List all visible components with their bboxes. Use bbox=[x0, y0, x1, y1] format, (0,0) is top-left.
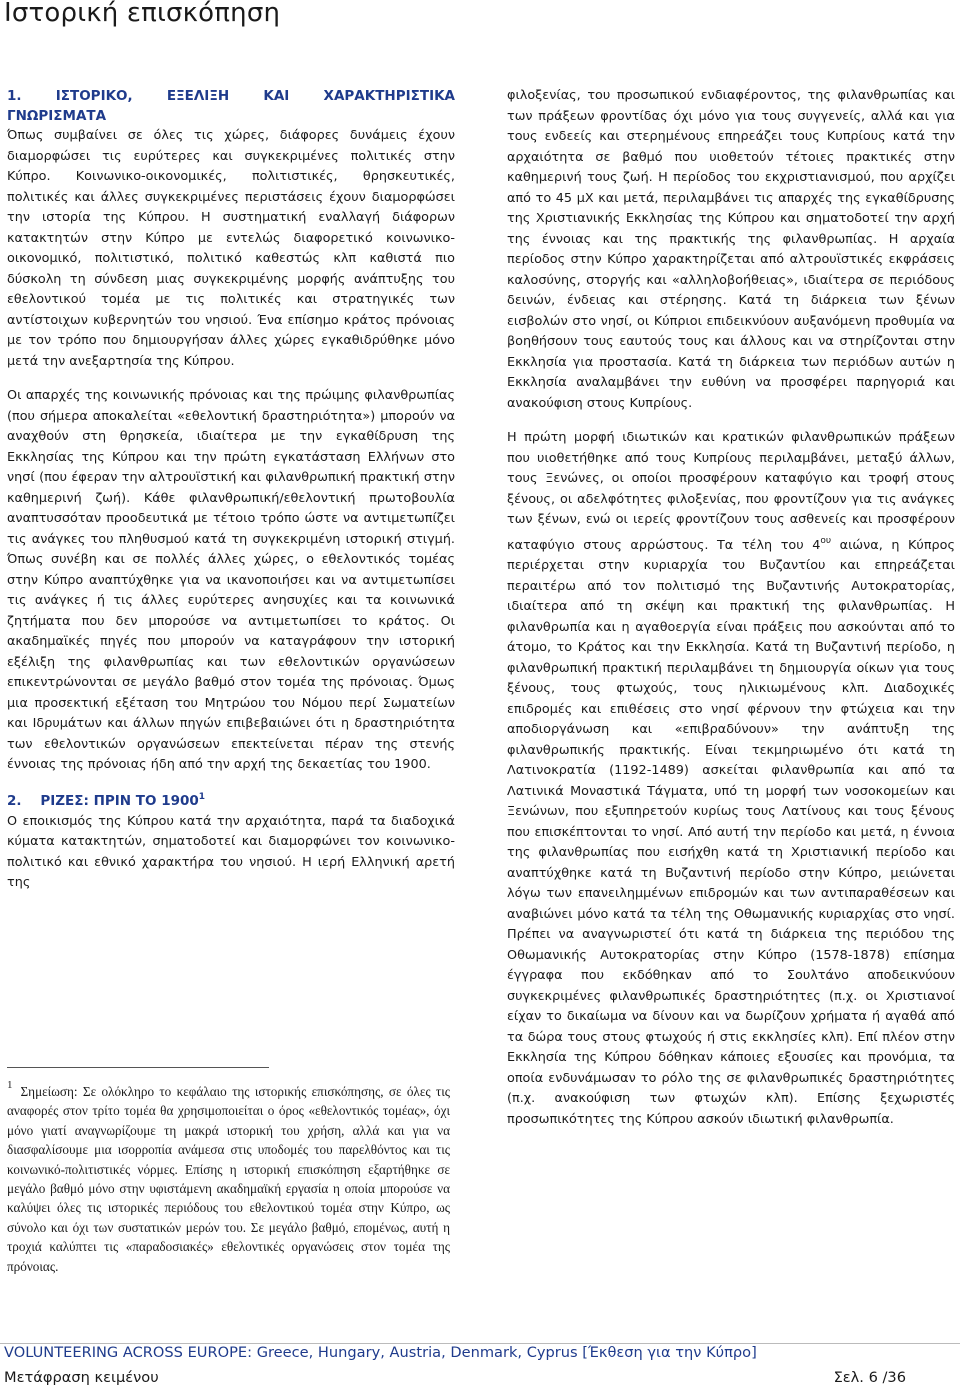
footnote-separator bbox=[7, 1067, 269, 1068]
section1-heading: 1. ΙΣΤΟΡΙΚΟ, ΕΞΕΛΙΞΗ ΚΑΙ ΧΑΡΑΚΤΗΡΙΣΤΙΚΑ bbox=[7, 88, 455, 104]
page-number: Σελ. 6 /36 bbox=[833, 1369, 906, 1386]
left-column bbox=[7, 86, 455, 894]
page-title: Ιστορική επισκόπηση bbox=[4, 0, 281, 28]
right-paragraph-2b: αιώνα, η Κύπρος περιέρχεται στην κυριαρχία του Βυζαντίου και επηρεάζεται περαιτέρω από τον πολιτισμό της Βυζαντινής Αυτοκρατορίας, ιδιαίτερα από τη σκέψη και πρακτική της φιλανθρωπίας. Η φιλανθρωπία και η αγαθοεργία είναι πράξεις που ασκούνται από το άτομο, το Κράτος και την Εκκλησία. Κατά τη Βυζαντινή περίοδο, η φιλανθρωπική πρακτική περιλαμβάνει τη δημιουργία οίκων για τους ξένους, τους φτωχούς, τους ηλικιωμένους κλπ. Διαδοχικές επιδρομές και επιθέσεις στο νησί φέρνουν την φτώχεια και την αποδιοργάνωση και «επιβραδύνουν» την ανάπτυξη της φιλανθρωπικής πρακτικής. Είναι τεκμηριωμένο ότι κατά τη Λατινοκρατία (1192-1489) ασκείται φιλανθρωπία και από τα Λατινικά Μοναστικά Τάγματα, υπό τη μορφή των νοσοκομείων και Ξενώνων, που εξυπηρετούν κυρίως τους Λατίνους και τους ξένους που επισκέπτονται το νησί. Από αυτή την περίοδο και μετά, η έννοια της φιλανθρωπίας που εισήχθη κατά τη Χριστιανική περίοδο και αναπτύχθηκε κατά τη Βυζαντινή περίοδο στην Κύπρο, μειώνεται λόγω των επανειλημμένων επιδρομών και των αντιπαραθέσεων και αναβιώνει μόνο κατά τα τέλη της Οθωμανικής κυριαρχίας στο νησί. Πρέπει να αναγνωριστεί ότι κατά τη διάρκεια της περιόδου της Οθωμανικής Αυτοκρατορίας στην Κύπρο (1578-1878) επίσημα έγγραφα που εκδόθηκαν από το Σουλτάνο αποδεικνύουν συγκεκριμένες φιλανθρωπικές δραστηριότητες (π.χ. οι Χριστιανοί είχαν το δικαίωμα να δίνουν και να δωρίζουν χρήματα ή αγαθά από τα δώρα τους στους φτωχούς ή στις εκκλησίες κλπ). Επί πλέον στην Εκκλησία της Κύπρου δόθηκαν κάποιες εξουσίες και προνόμια, τα οποία ενδυνάμωσαν το ρόλο της σε φιλανθρωπικές δραστηριότητες (π.χ. ανακούφιση των φτωχών κλπ). Επίσης ξεχωριστές προσωπικότητες της Κύπρου ασκούν ιδιωτική φιλανθρωπία. bbox=[507, 537, 955, 1127]
section1-paragraph-2: Οι απαρχές της κοινωνικής πρόνοιας και της πρώιμης φιλανθρωπίας (που σήμερα αποκαλείται «εθελοντική δραστηριότητα») μπορούν να αναχθούν στη θρησκεία, ιδιαίτερα με την εγκαθίδρυση της Εκκλησίας της Κύπρου και την πρώτη εγκατάσταση Ελλήνων στο νησί (που έφεραν την αλτρουϊστική και φιλανθρωπική πρακτική στην καθημερινή ζωή). Κάθε φιλανθρωπική/εθελοντική πρωτοβουλία αναπτυσσόταν προοδευτικά με τέτοιο τρόπο ώστε να αντιμετωπίζει τις ανάγκες του πληθυσμού κατά τη συγκεκριμένη ιστορική στιγμή. Όπως συνέβη και σε πολλές άλλες χώρες, ο εθελοντικός τομέας στην Κύπρο αναπτύχθηκε για να ικανοποιήσει και να αντιμετωπίσει τις ανάγκες ή τις άλλες ευρύτερες ανησυχίες και τα κοινωνικά ζητήματα που δεν μπορούσε να αντιμετωπίσει το κράτος. Οι ακαδημαϊκές πηγές που μπορούν να καταγράφουν την ιστορική εξέλιξη της φιλανθρωπίας και των εθελοντικών οργανώσεων επικεντρώνονται σε μεγάλο βαθμό στον τομέα της πρόνοιας. Όμως μια προσεκτική εξέταση του Μητρώου του Νόμου περί Σωματείων και Ιδρυμάτων και άλλων πηγών επιβεβαιώνει ότι η δραστηριότητα των εθελοντικών οργανώσεων επεκτείνεται πέραν της στενής έννοιας της πρόνοιας ήδη από την αρχή της δεκαετίας του 1900. bbox=[7, 388, 455, 772]
section2-number: 2. bbox=[7, 792, 22, 809]
footer-subtitle: Μετάφραση κειμένου bbox=[4, 1369, 159, 1386]
section2-paragraph-1: Ο εποικισμός της Κύπρου κατά την αρχαιότητα, παρά τα διαδοχικά κύματα κατακτητών, σηματοδοτεί και διαμορφώνει τον κοινωνικο-πολιτικό και εθνικό χαρακτήρα του νησιού. Η ιερή Ελληνική αρετή της bbox=[7, 813, 455, 890]
right-paragraph-2 bbox=[507, 428, 955, 1130]
right-column bbox=[507, 86, 955, 1130]
section1-heading-line2: ΓΝΩΡΙΣΜΑΤΑ bbox=[7, 108, 107, 124]
footnote-reference[interactable]: 1 bbox=[198, 791, 206, 802]
section2-title: ΡΙΖΕΣ: ΠΡΙΝ ΤΟ 1900 bbox=[40, 792, 199, 809]
section1-paragraph-1: Όπως συμβαίνει σε όλες τις χώρες, διάφορες δυνάμεις έχουν διαμορφώσει τις ευρύτερες και συγκεκριμένες πολιτικές στην Κύπρο. Κοινωνικο-οικονομικές, πολιτιστικές, θρησκευτικές, πολιτικές και άλλες συγκεκριμένες περιστάσεις έχουν διαμορφώσει την ιστορία της Κύπρου. Η συστηματική εναλλαγή διάφορων κατακτητών στην Κύπρο με εντελώς διαφορετικό κοινωνικο-οικονομικό, πολιτιστικό, πολιτικό καθεστώς κλπ καθιστά πιο δύσκολη τη σύνδεση μιας συγκεκριμένης μορφής ανάπτυξης του εθελοντικού τομέα με τις πολιτικές και στρατηγικές των αντίστοιχων κυβερνητών του νησιού. Ένα επίσημο κράτος πρόνοιας με τον τρόπο που δημιουργήσαν άλλες χώρες εγκαθιδρύθηκε μόνο μετά την ανεξαρτησία της Κύπρου. bbox=[7, 128, 455, 369]
footnote bbox=[7, 1076, 450, 1276]
footnote-text: Σημείωση: Σε ολόκληρο το κεφάλαιο της ιστορικής επισκόπησης, σε όλες τις αναφορές στον τρίτο τομέα θα χρησιμοποιείται ο όρος «εθελοντικός τομέας», όχι μόνο γιατί αναγνωρίζουμε τη μακρά ιστορική του χρήση, αλλά και για να διασφαλίσουμε μια ισορροπία ανάμεσα στις υποδομές του παρελθόντος και τις κοινωνικό-πολιτιστικές νόρμες. Επίσης η ιστορική επισκόπηση εξαρτήθηκε σε μεγάλο βαθμό μόνο στην υφιστάμενη ακαδημαϊκή εργασία η οποία μπορούσε να καλύψει όλες τις ιστορικές περιόδους του εθελοντικού τομέα στην Κύπρο, ως σύνολο και όχι των συστατικών μερών του. Σε μεγάλο βαθμό, επομένως, αυτή η τροχιά καλύπτει τις «παραδοσιακές» εθελοντικές οργανώσεις στον τομέα της πρόνοιας. bbox=[7, 1084, 450, 1274]
right-paragraph-1: φιλοξενίας, του προσωπικού ενδιαφέροντος, της φιλανθρωπίας και των πράξεων φροντίδας όχι μόνο για τους συγγενείς, αλλά και για τους ενδεείς και στερημένους επηρεάζει τους Κυπρίους κατά την αρχαιότητα σε βαθμό που υιοθετούν τέτοιες πρακτικές στην καθημερινή τους ζωή. Η περίοδος του εκχριστιανισμού, που αρχίζει από το 45 μΧ και μετά, περιλαμβάνει τις απαρχές της εγκαθίδρυσης της Χριστιανικής Εκκλησίας της Κύπρου και σηματοδοτεί την αρχή της έννοιας και της πρακτικής της φιλανθρωπίας. Η αρχαία περίοδος στην Κύπρο χαρακτηρίζεται από αλτρουϊστικές εκφράσεις καλοσύνης, στοργής και «αλληλοβοήθειας», ιδιαίτερα σε περιόδους δεινών, ένδειας και στέρησης. Κατά τη διάρκεια των ξένων εισβολών στο νησί, οι Κύπριοι επιδεικνύουν αυξανόμενη προθυμία να βοηθήσουν τους εαυτούς τους και άλλους και να στηρίζονται στην Εκκλησία για προστασία. Κατά τη διάρκεια των περιόδων αυτών η Εκκλησία αναλαμβάνει την ευθύνη να προσφέρει παρηγοριά και ανακούφιση στους Κυπρίους. bbox=[507, 88, 955, 411]
footnote-number: 1 bbox=[7, 1079, 13, 1091]
footer-report-title: VOLUNTEERING ACROSS EUROPE: Greece, Hungary, Austria, Denmark, Cyprus [Έκθεση για την Κύπρο] bbox=[4, 1344, 757, 1361]
right-paragraph-2a: Η πρώτη μορφή ιδιωτικών και κρατικών φιλανθρωπικών πράξεων που υιοθετήθηκε από τους Κυπρίους περιλαμβάνει, μεταξύ άλλων, τους Ξενώνες, οι οποίοι προσφέρουν καταφύγιο και τροφή στους ξένους, οι αδελφότητες φιλοξενίας, που φροντίζουν για τις ανάγκες των ξένων, ενώ οι ιερείς φροντίζουν τους ασθενείς και προσφέρουν καταφύγιο στους αρρώστους. Τα τέλη του 4 bbox=[507, 430, 955, 553]
ordinal-superscript: ου bbox=[820, 535, 832, 546]
section2-heading bbox=[7, 786, 455, 812]
